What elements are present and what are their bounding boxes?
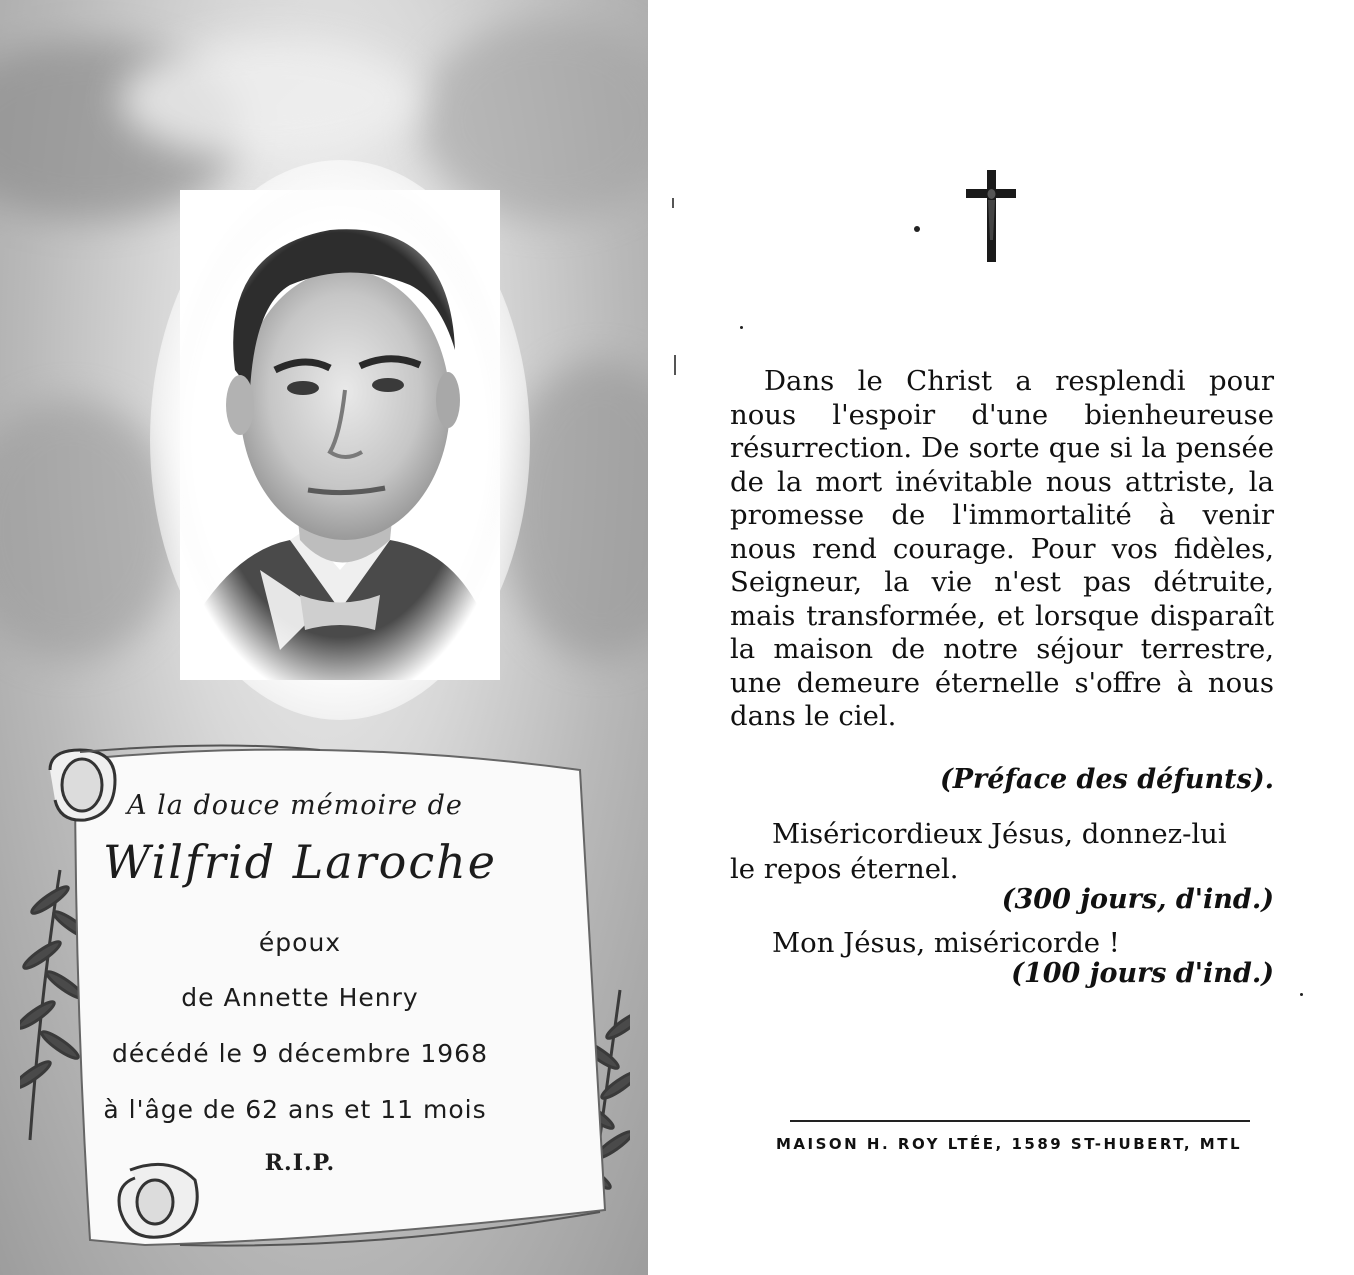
spouse-name: de Annette Henry: [181, 983, 419, 1012]
memorial-card-front: [0, 0, 648, 1275]
age-at-death: à l'âge de 62 ans et 11 mois: [103, 1095, 487, 1124]
prayer-1-line-2: le repos éternel.: [730, 853, 959, 885]
cloud-highlight: [120, 40, 420, 160]
memorial-card-back: [670, 0, 1354, 1275]
margin-mark: [674, 355, 676, 375]
printer-imprint: MAISON H. ROY LTÉE, 1589 ST-HUBERT, MTL: [775, 1135, 1243, 1153]
prayer-1-line-1: Miséricordieux Jésus, donnez-lui: [772, 818, 1227, 850]
speck: [914, 226, 920, 232]
divider-rule: [790, 1120, 1250, 1122]
relation-label: époux: [258, 928, 342, 957]
rip-label: R.I.P.: [264, 1150, 336, 1176]
deceased-name: Wilfrid Laroche: [103, 835, 497, 889]
crucifix-icon: [966, 170, 1016, 265]
portrait-photo: [180, 190, 500, 680]
parchment-scroll: [20, 740, 630, 1270]
preface-text: Dans le Christ a resplendi pour nous l'espoir d'une bienheureuse résurrection. De sorte que si la pensée de la mort inévitable nous attriste, la promesse de l'immortalité à venir nous rend courage. Pour vos fidèles, Seigneur, la vie n'est pas détruite, mais transformée, et lorsque disparaît la maison de notre séjour terrestre, une demeure éternelle s'offre à nous dans le ciel.: [730, 365, 1274, 732]
prayer-2-indulgence: (100 jours d'ind.): [1011, 958, 1274, 989]
prayer-2: Mon Jésus, miséricorde !: [772, 927, 1120, 959]
prayer-1-indulgence: (300 jours, d'ind.): [1001, 884, 1274, 915]
preface-reference: (Préface des défunts).: [939, 764, 1274, 795]
margin-mark: [672, 198, 674, 208]
speck: [1300, 993, 1303, 996]
dedication-line: A la douce mémoire de: [127, 790, 463, 821]
speck: [740, 326, 743, 329]
death-date: décédé le 9 décembre 1968: [112, 1039, 488, 1068]
